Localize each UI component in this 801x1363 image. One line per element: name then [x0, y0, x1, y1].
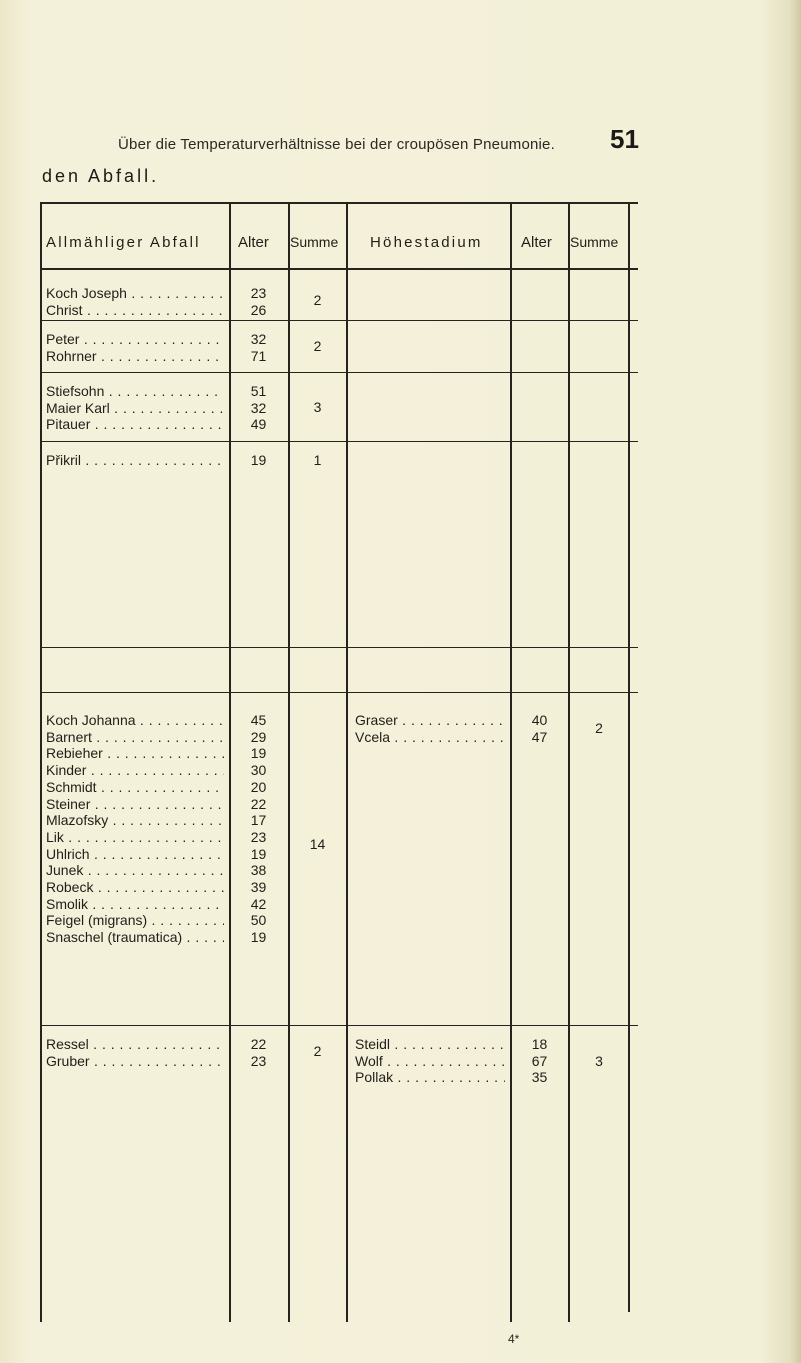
group-5-right-names — [355, 712, 505, 745]
header-left-age: Alter — [238, 234, 269, 251]
patient-age: 23 — [250, 1052, 267, 1069]
group-5-right-ages — [512, 712, 567, 745]
patient-age: 18 — [531, 1036, 548, 1052]
patient-age: 51 — [250, 383, 267, 399]
group-5-right-sum: 2 — [595, 720, 603, 736]
patient-age: 23 — [250, 828, 267, 845]
patient-name: Rohrner . . . — [46, 348, 224, 365]
patient-name: Přikril . . . — [46, 452, 224, 469]
group-rule-5 — [40, 692, 638, 693]
patient-age: 50 — [250, 912, 267, 929]
patient-age: 22 — [250, 1036, 267, 1052]
group-4-ages — [231, 452, 286, 469]
patient-age: 20 — [250, 778, 267, 795]
patient-age: 32 — [250, 399, 267, 416]
header-right-title: Höhestadium — [370, 234, 483, 251]
patient-name: Barnert . . . — [46, 729, 224, 746]
group-4-sum: 1 — [313, 452, 322, 468]
signature-mark: 4* — [508, 1332, 520, 1346]
col-rule-left-right — [346, 202, 348, 1322]
patient-age: 19 — [250, 452, 267, 468]
patient-name: Steiner . . . — [46, 796, 224, 813]
group-6-right-ages — [512, 1036, 567, 1086]
patient-age: 23 — [250, 285, 267, 301]
running-head: Über die Temperaturverhältnisse bei der croupösen Pneumonie. — [118, 136, 555, 153]
group-5-ages — [231, 712, 286, 946]
group-rule-2 — [40, 372, 638, 373]
patient-name: Schmidt . . . — [46, 779, 224, 796]
patient-name: Kinder . . . — [46, 762, 224, 779]
patient-name: Stiefsohn . . . — [46, 383, 224, 400]
patient-name: Ressel . . . — [46, 1036, 224, 1053]
patient-name: Smolik . . . — [46, 896, 224, 913]
group-5-names — [46, 712, 224, 946]
patient-age: 32 — [250, 331, 267, 347]
patient-name: Koch Joseph . . . — [46, 285, 224, 302]
patient-name: Maier Karl . . . — [46, 400, 224, 417]
patient-name: Graser . . . — [355, 712, 505, 729]
patient-age: 19 — [250, 929, 267, 946]
group-1-names — [46, 285, 224, 318]
group-6-names — [46, 1036, 224, 1069]
group-rule-1 — [40, 320, 638, 321]
table-top-rule — [40, 202, 638, 204]
patient-age: 40 — [531, 712, 548, 728]
group-rule-3 — [40, 441, 638, 442]
patient-age: 71 — [250, 347, 267, 364]
col-rule-right-name-age — [510, 202, 512, 1322]
header-right-age: Alter — [521, 234, 552, 251]
header-bottom-rule — [40, 268, 638, 270]
col-rule-right-edge — [628, 202, 630, 1312]
group-6-ages — [231, 1036, 286, 1069]
patient-name: Snaschel (traumatica) . . . — [46, 929, 224, 946]
group-1-sum: 2 — [313, 292, 322, 308]
page-number: 51 — [610, 124, 639, 154]
col-rule-left-edge — [40, 202, 42, 1322]
patient-age: 42 — [250, 895, 267, 912]
patient-name: Robeck . . . — [46, 879, 224, 896]
patient-age: 30 — [250, 762, 267, 779]
patient-name: Mlazofsky . . . — [46, 812, 224, 829]
group-5-sum: 14 — [309, 836, 326, 852]
group-2-ages — [231, 331, 286, 364]
patient-name: Koch Johanna . . . — [46, 712, 224, 729]
group-rule-4 — [40, 647, 638, 648]
patient-age: 45 — [250, 712, 267, 728]
patient-name: Wolf . . . — [355, 1053, 505, 1070]
patient-age: 39 — [250, 879, 267, 896]
col-rule-right-age-sum — [568, 202, 570, 1322]
group-6-right-sum: 3 — [595, 1053, 603, 1069]
group-2-sum: 2 — [313, 338, 322, 354]
patient-name: Gruber . . . — [46, 1053, 224, 1070]
group-rule-6 — [40, 1025, 638, 1026]
patient-age: 47 — [531, 728, 548, 745]
patient-age: 35 — [531, 1069, 548, 1086]
header-right-sum: Summe — [570, 234, 619, 250]
patient-age: 26 — [250, 301, 267, 318]
patient-name: Rebieher . . . — [46, 745, 224, 762]
patient-name: Vcela . . . — [355, 729, 505, 746]
patient-age: 38 — [250, 862, 267, 879]
group-4-names — [46, 452, 224, 469]
patient-name: Pollak . . . — [355, 1069, 505, 1086]
patient-name: Christ . . . — [46, 302, 224, 319]
continuation-title: den Abfall. — [42, 166, 160, 186]
group-6-sum: 2 — [313, 1043, 322, 1059]
patient-age: 17 — [250, 812, 267, 829]
patient-name: Steidl . . . — [355, 1036, 505, 1053]
patient-name: Peter . . . — [46, 331, 224, 348]
group-6-right-names — [355, 1036, 505, 1086]
group-2-names — [46, 331, 224, 364]
group-3-sum: 3 — [313, 399, 322, 415]
group-3-names — [46, 383, 224, 433]
patient-age: 29 — [250, 728, 267, 745]
patient-name: Feigel (migrans) . . . — [46, 912, 224, 929]
group-1-ages — [231, 285, 286, 318]
patient-name: Uhlrich . . . — [46, 846, 224, 863]
patient-age: 49 — [250, 416, 267, 433]
header-left-sum: Summe — [290, 234, 339, 250]
patient-age: 19 — [250, 745, 267, 762]
patient-age: 19 — [250, 845, 267, 862]
header-left-title: Allmähliger Abfall — [46, 234, 201, 251]
patient-name: Pitauer . . . — [46, 416, 224, 433]
patient-age: 22 — [250, 795, 267, 812]
patient-name: Junek . . . — [46, 862, 224, 879]
patient-name: Lik . . . — [46, 829, 224, 846]
col-rule-age-sum — [288, 202, 290, 1322]
patient-age: 67 — [531, 1052, 548, 1069]
group-3-ages — [231, 383, 286, 433]
